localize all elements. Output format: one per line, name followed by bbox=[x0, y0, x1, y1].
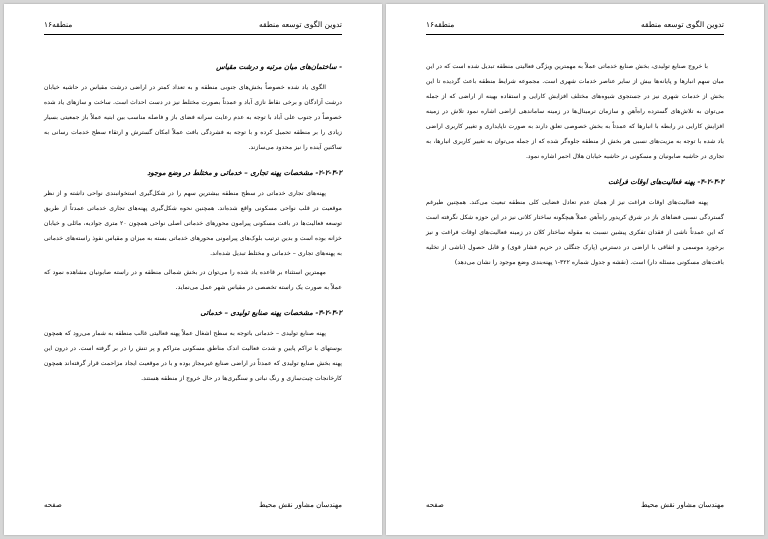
header-title: تدوین الگوی توسعه منطقه bbox=[259, 20, 342, 29]
section-heading: ۳-۲-۳-۲- مشخصات پهنه صنایع تولیدی – خدماتی bbox=[200, 308, 342, 317]
footer-firm: مهندسان مشاور نقش محیط bbox=[641, 501, 724, 509]
header-title: تدوین الگوی توسعه منطقه bbox=[641, 20, 724, 29]
paragraph: با خروج صنایع تولیدی، بخش صنایع خدماتی عملاً به مهمترین ویژگی فعالیتی منطقه تبدیل شده است که در این میان سهم انبارها و پایانه‌ها بیش از سایر عناصر خدمات شهری است. مجموعه شرایط منطقه باعث گردیده تا این بخش از خدمات شهری نیز در جستجوی شیوه‌های مختلف افزایش کارایی و استفاده بهینه از اراضی که از جمله می‌توان به تلاش‌های گسترده راه‌آهن و سازمان ترمینال‌ها در زمینه ساماندهی اراضی اشاره نمود تلاش در زمینه افزایش کارایی در رابطه با انبارها که عمدتاً به بخش خصوصی تعلق دارند به صورت ناپایداری و تغییر کاربری اراضی یاد شده با توجه به مزیت‌های نسبی هر بخش از منطقه جلوه‌گر شده که از جمله می‌توان به تغییر کاربری انبارها، به تجاری در حاشیه صابونیان و مسکونی در حاشیه خیابان هلال احمر اشاره نمود. bbox=[426, 63, 724, 160]
header-region: منطقه۱۶ bbox=[426, 20, 455, 29]
paragraph: الگوی یاد شده خصوصاً بخش‌های جنوبی منطقه و به تعداد کمتر در اراضی درشت مقیاس در حاشیه خیابان درشت آزادگان و برخی نقاط نازی آباد و عمدتاً بصورت مختلط نیز در دست احداث است. ساخت و سازهای یاد شده خصوصاً در جنوب علی آباد با توجه به عدم رعایت سرانه فضای باز و فاصله مناسب بین ابنیه عملاً باز جمعیتی بسیار زیادی را بر منطقه تحمیل کرده و با توجه به فشردگی بافت عملاً امکان گسترش و ارتقاء سطح خدمات رسانی به ساکنین آینده را نیز محدود می‌سازند. bbox=[44, 84, 342, 151]
footer-page-label: صفحه bbox=[426, 501, 444, 509]
footer-page-label: صفحه bbox=[44, 501, 62, 509]
paragraph: مهمترین استثناء بر قاعده یاد شده را می‌توان در بخش شمالی منطقه و در راسته صابونیان مشاهده نمود که عملاً به صورت یک راسته تخصصی در مقیاس شهر عمل می‌نماید. bbox=[44, 269, 342, 291]
paragraph: پهنه‌های تجاری خدماتی در سطح منطقه بیشترین سهم را در شکل‌گیری استخوانبندی نواحی داشته و از نظر موقعیت در قلب نواحی مسکونی واقع شده‌اند. همچنین نحوه شکل‌گیری پهنه‌های تجاری خدماتی عمدتاً از طریق توسعه فعالیت‌ها در بافت مسکونی پیرامون محورهای خدماتی اصلی نواحی همچون ۲۰ متری جوادیه، مائلی و خیابان خزانه بوده است و بدین ترتیب بلوک‌های پیرامونی محورهای خدماتی بسته به میزان و مقیاس نفوذ راسته‌های خدماتی به پهنه‌های تجاری – خدماتی و مختلط تبدیل شده‌اند. bbox=[44, 190, 343, 257]
page-header bbox=[426, 18, 724, 34]
section-heading: ۲-۲-۳-۲- مشخصات پهنه تجاری – خدماتی و مختلط در وضع موجود bbox=[147, 168, 342, 177]
header-divider bbox=[426, 34, 724, 35]
page-header bbox=[44, 18, 342, 34]
page-body bbox=[44, 59, 342, 386]
footer-firm: مهندسان مشاور نقش محیط bbox=[259, 501, 342, 509]
left-page bbox=[4, 4, 382, 535]
right-page-content bbox=[426, 18, 724, 521]
section-heading: - ساختمان‌های میان مرتبه و درشت مقیاس bbox=[216, 62, 342, 71]
section-heading: ۴-۲-۳-۲- پهنه فعالیت‌های اوقات فراغت bbox=[608, 177, 724, 186]
page-footer bbox=[426, 501, 724, 513]
page-body bbox=[426, 59, 724, 270]
left-page-content bbox=[44, 18, 342, 521]
header-region: منطقه۱۶ bbox=[44, 20, 73, 29]
header-divider bbox=[44, 34, 342, 35]
page-footer bbox=[44, 501, 342, 513]
paragraph: پهنه فعالیت‌های اوقات فراغت نیز از همان عدم تعادل فضایی کلی منطقه تبعیت می‌کند. همچنین طیرغم گستردگی نسبی فضاهای باز در شرق کریدور راه‌آهن عملاً هیچگونه ساختار کلانی نیز در این حوزه شکل نگرفته است که این عمدتاً ناشی از فقدان تفکری پیشین نسبت به مقوله ساختار کلان در زمینه فعالیت‌های اوقات فراغت و نیز برخورد موسمی و اتفاقی با اراضی در دسترس (پارک جنگلی در حریم فشار قوی) و قابل حصول (ناشی از تخلیه بافت‌های مسکونی مسئله دار) است. (نقشه و جدول شماره ۳۲۲-۱ پهنه‌بندی وضع موجود را نشان می‌دهد) bbox=[426, 199, 724, 266]
right-page bbox=[386, 4, 764, 535]
paragraph: پهنه صنایع تولیدی – خدماتی باتوجه به سطح اشغال عملاً پهنه فعالیتی غالب منطقه به شمار می‌رود که همچون بوستهای با تراکم پایین و شدت فعالیت اندک مناطق مسکونی متراکم و پر تنش را در بر گرفته است. در درون این پهنه بخش صنایع تولیدی که عمدتاً در اراضی صنایع غیرمجاز بوده و با در موقعیت ایجاد مزاحمت قرار گرفته‌اند همچون کارخانجات چیت‌سازی و رنگ نباتی و سنگبری‌ها در حال خروج از منطقه هستند. bbox=[44, 330, 342, 382]
